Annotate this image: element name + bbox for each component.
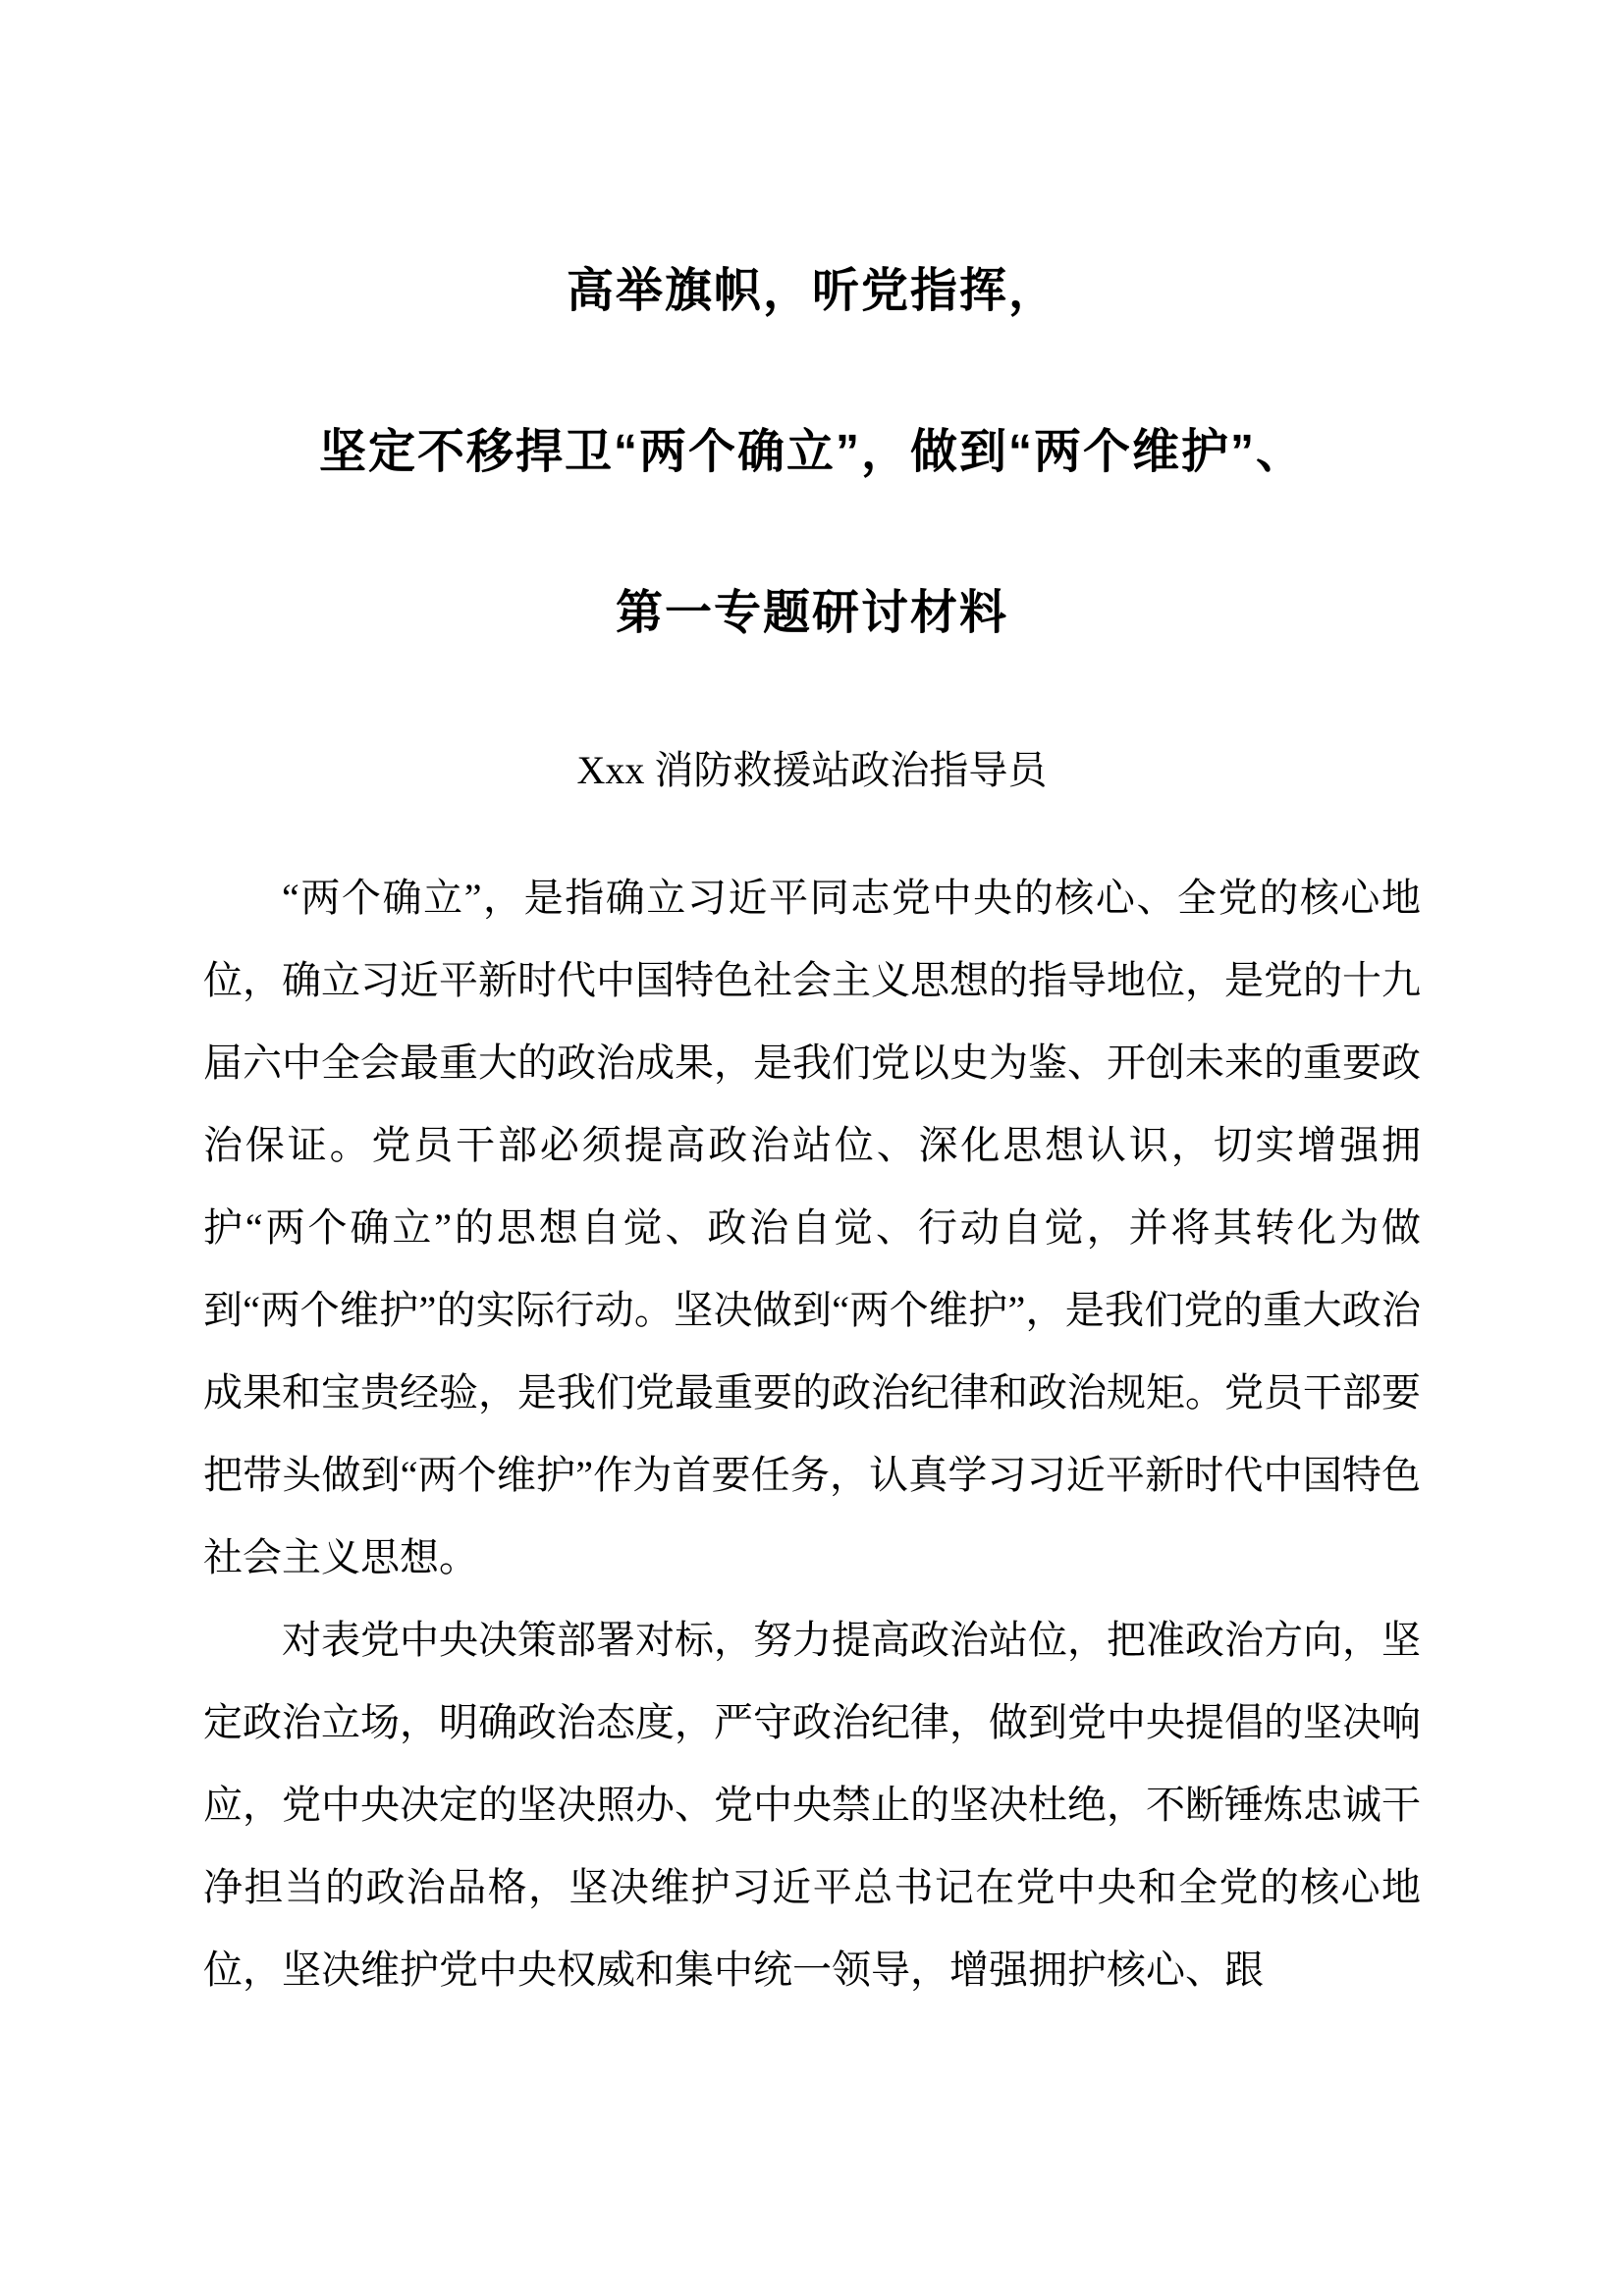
paragraph-2: 对表党中央决策部署对标，努力提高政治站位，把准政治方向，坚定政治立场，明确政治态度，严守政治纪律，做到党中央提倡的坚决响应，党中央决定的坚决照办、党中央禁止的坚决杜绝，不断锤炼忠诚干净担当的政治品格，坚决维护习近平总书记在党中央和全党的核心地位，坚决维护党中央权威和集中统一领导，增强拥护核心、跟 [203,1618,1421,1992]
document-title-line-2: 坚定不移捍卫“两个确立”，做到“两个维护”、 [318,426,1305,478]
document-title-line-1: 高举旗帜，听党指挥， [566,265,1057,317]
document-author: Xxx 消防救援站政治指导员 [576,748,1048,792]
document-title-line-3: 第一专题研讨材料 [615,587,1008,639]
paragraph-1: “两个确立”，是指确立习近平同志党中央的核心、全党的核心地位，确立习近平新时代中国特色社会主义思想的指导地位，是党的十九届六中全会最重大的政治成果，是我们党以史为鉴、开创未来的重要政治保证。党员干部必须提高政治站位、深化思想认识，切实增强拥护“两个确立”的思想自觉、政治自觉、行动自觉，并将其转化为做到“两个维护”的实际行动。坚决做到“两个维护”，是我们党的重大政治成果和宝贵经验，是我们党最重要的政治纪律和政治规矩。党员干部要把带头做到“两个维护”作为首要任务，认真学习习近平新时代中国特色社会主义思想。 [203,876,1421,1579]
